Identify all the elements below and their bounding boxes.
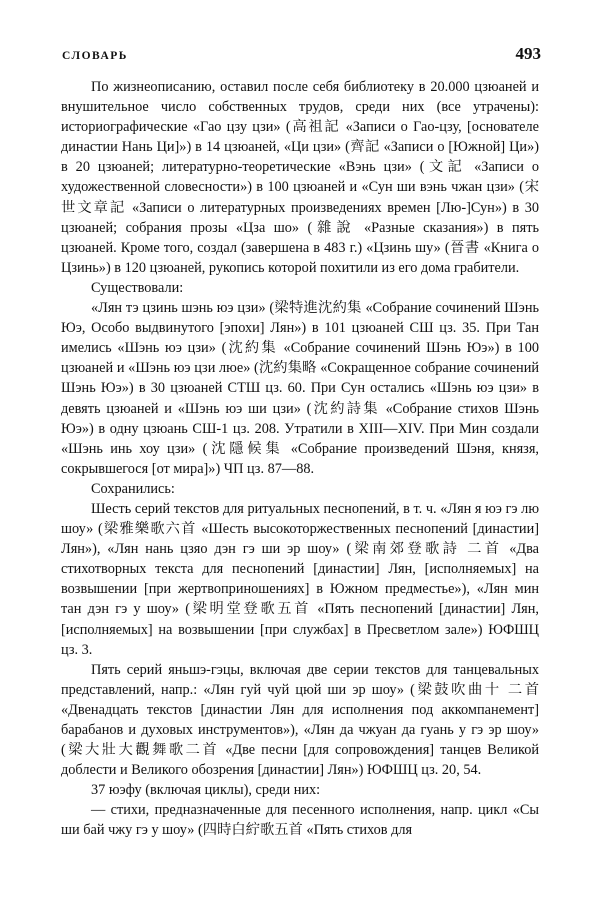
paragraph-preserved-heading: Сохранились: bbox=[91, 480, 175, 497]
paragraph-yuefu-count: 37 юэфу (включая циклы), среди них: bbox=[91, 782, 321, 799]
paragraph-ritual-songs: Шесть серий текстов для ритуальных песнопений, в т. ч. «Лян я юэ гэ лю шоу» (梁雅樂歌六首 «Шесть высокоторжественных песнопений [династии] Лян»), «Лян нань цзяо дэн гэ ши эр шоу» (梁南郊登歌詩 二首 «Два стихотворных текста для песнопений [династии] Лян, [исполняемых] на возвышении [при жертвоприношениях] в Южном предместье»), «Лян мин тан дэн гэ у шоу» (梁明堂登歌五首 «Пять песнопений [династии] Лян, [исполняемых] на возвышении [при службах] в Пресветлом зале») ЮФШЦ цз. 3. bbox=[61, 500, 539, 658]
paragraph-collections: «Лян тэ цзинь шэнь юэ цзи» (梁特進沈約集 «Собрание сочинений Шэнь Юэ, Особо выдвинутого [эпохи] Лян») в 101 цзюаней СШ цз. 35. При Тан имелись «Шэнь юэ цзи» (沈約集 «Собрание сочинений Шэнь Юэ») в 100 цзюаней и «Шэнь юэ цзи люе» (沈約集略 «Сокращенное собрание сочинений Шэнь Юэ») в 30 цзюаней СТШ цз. 60. При Сун остались «Шэнь юэ цзи» в девять цзюаней и «Шэнь юэ ши цзи» (沈約詩集 «Собрание стихов Шэнь Юэ») в одну цзюань СШ-1 цз. 208. Утратили в XIII—XIV. При Мин создали «Шэнь инь хоу цзи» (沈隱候集 «Собрание произведений Шэня, князя, сокрывшегося [от мира]») ЧП цз. 87—88. bbox=[61, 300, 539, 477]
body-text bbox=[61, 77, 539, 841]
paragraph-existed-heading: Существовали: bbox=[91, 279, 184, 296]
paragraph-dance-songs: Пять серий яньшэ-гэцы, включая две серии текстов для танцевальных представлений, напр.: «Лян гуй чуй цюй ши эр шоу» (梁鼓吹曲十 二首 «Двенадцать текстов [династии Лян для исполнения под аккомпанемент] барабанов и духовых инструментов»), «Лян да чжуан да гуань у гэ эр шоу» (梁大壯大觀舞歌二首 «Две песни [для сопровождения] танцев Великой доблести и Великого обозрения [династии] Лян») ЮФШЦ цз. 20, 54. bbox=[61, 661, 539, 779]
page-number: 493 bbox=[515, 44, 541, 63]
running-head: СЛОВАРЬ bbox=[62, 50, 128, 62]
paragraph-song-cycle: — стихи, предназначенные для песенного исполнения, напр. цикл «Сы ши бай чжу гэ у шоу» (四時白紵歌五首 «Пять стихов для bbox=[61, 802, 539, 839]
paragraph-biography: По жизнеописанию, оставил после себя библиотеку в 20.000 цзюаней и внушительное число собственных трудов, среди них (все утрачены): историографические «Гао цзу цзи» (高祖記 «Записи о Гао-цзу, [основателе династии Нань Ци]») в 14 цзюаней, «Ци цзи» (齊記 «Записи о [Южной] Ци») в 20 цзюаней; литературно-теоретические «Вэнь цзи» (文記 «Записи о художественной словесности») в 100 цзюаней и «Сун ши вэнь чжан цзи» (宋世文章記 «Записи о литературных произведениях времен [Лю-]Сун») в 30 цзюаней; собрания прозы «Цза шо» (雜說 «Разные сказания») в пять цзюаней. Кроме того, создал (завершена в 483 г.) «Цзинь шу» (晉書 «Книга о Цзинь») в 120 цзюаней, рукопись которой похитили из его дома грабители. bbox=[61, 79, 539, 276]
